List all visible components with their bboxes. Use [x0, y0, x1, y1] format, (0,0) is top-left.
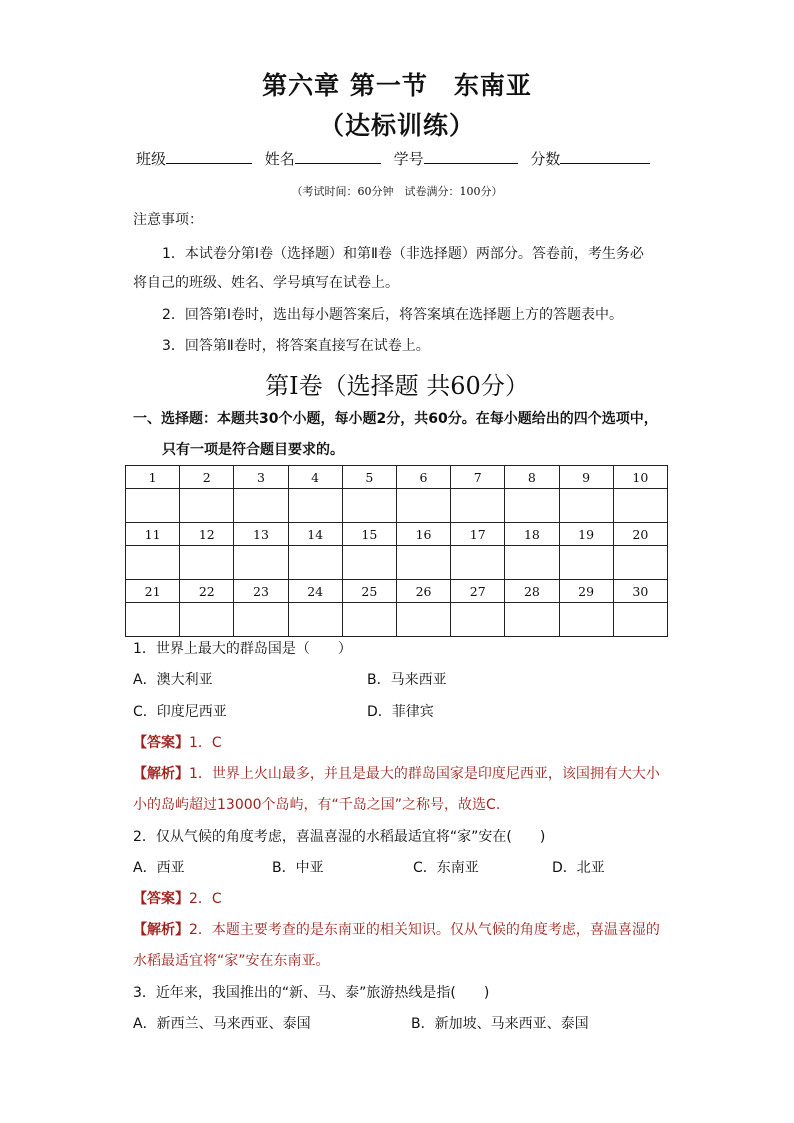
question-number-cell: 6 — [396, 466, 450, 489]
question-number-cell: 24 — [288, 580, 342, 603]
question-number-cell: 7 — [451, 466, 505, 489]
question-2-analysis-line-2: 水稻最适宜将“家”安在东南亚。 — [133, 953, 330, 969]
answer-table-answer-row — [126, 603, 668, 637]
class-label: 班级 — [136, 150, 167, 168]
question-2-option-c: C．东南亚 — [413, 860, 479, 876]
question-2-option-b: B．中亚 — [272, 860, 324, 876]
answer-cell[interactable] — [342, 603, 396, 637]
answer-cell[interactable] — [451, 603, 505, 637]
section-instruction-line-1: 一、选择题：本题共30个小题，每小题2分，共60分。在每小题给出的四个选项中， — [133, 411, 658, 427]
question-number-cell: 28 — [505, 580, 559, 603]
answer-cell[interactable] — [559, 603, 613, 637]
question-number-cell: 16 — [396, 523, 450, 546]
answer-cell[interactable] — [288, 603, 342, 637]
answer-cell[interactable] — [505, 489, 559, 523]
question-number-cell: 15 — [342, 523, 396, 546]
question-2-analysis-line-1 — [133, 920, 660, 940]
question-number-cell: 9 — [559, 466, 613, 489]
question-2-stem: 2．仅从气候的角度考虑，喜温喜湿的水稻最适宜将“家”安在( ) — [133, 829, 546, 845]
question-number-cell: 20 — [613, 523, 667, 546]
question-number-cell: 10 — [613, 466, 667, 489]
answer-table-number-row — [126, 580, 668, 603]
question-number-cell: 23 — [234, 580, 288, 603]
question-number-cell: 19 — [559, 523, 613, 546]
answer-cell[interactable] — [234, 489, 288, 523]
answer-cell[interactable] — [505, 546, 559, 580]
score-label: 分数 — [530, 150, 561, 168]
question-number-cell: 5 — [342, 466, 396, 489]
question-number-cell: 26 — [396, 580, 450, 603]
answer-cell[interactable] — [451, 489, 505, 523]
question-number-cell: 21 — [126, 580, 180, 603]
question-number-cell: 4 — [288, 466, 342, 489]
answer-cell[interactable] — [613, 489, 667, 523]
question-2-option-a: A．西亚 — [133, 860, 185, 876]
answer-cell[interactable] — [396, 546, 450, 580]
answer-cell[interactable] — [342, 546, 396, 580]
answer-cell[interactable] — [126, 546, 180, 580]
class-blank[interactable] — [166, 149, 252, 164]
student-info-fields — [136, 148, 658, 169]
answer-table-number-row — [126, 466, 668, 489]
question-number-cell: 27 — [451, 580, 505, 603]
note-item-1-line-1: 1．本试卷分第Ⅰ卷（选择题）和第Ⅱ卷（非选择题）两部分。答卷前，考生务必 — [162, 246, 644, 262]
question-number-cell: 11 — [126, 523, 180, 546]
answer-cell[interactable] — [613, 546, 667, 580]
question-number-cell: 18 — [505, 523, 559, 546]
student-id-label: 学号 — [393, 150, 424, 168]
document-subtitle: （达标训练） — [318, 111, 475, 140]
question-number-cell: 12 — [180, 523, 234, 546]
answer-tag: 【答案】 — [133, 735, 189, 751]
section-title: 第Ⅰ卷（选择题 共60分） — [265, 372, 529, 400]
question-1-answer — [133, 733, 222, 753]
question-2-answer — [133, 889, 222, 909]
analysis-text: 2．本题主要考查的是东南亚的相关知识。仅从气候的角度考虑，喜温喜湿的 — [189, 922, 660, 938]
question-number-cell: 2 — [180, 466, 234, 489]
student-id-blank[interactable] — [424, 149, 518, 164]
answer-cell[interactable] — [396, 603, 450, 637]
question-1-option-b: B．马来西亚 — [367, 672, 447, 688]
answer-cell[interactable] — [451, 546, 505, 580]
question-1-analysis-line-1 — [133, 764, 660, 784]
answer-cell[interactable] — [234, 603, 288, 637]
answer-cell[interactable] — [505, 603, 559, 637]
question-3-option-b: B．新加坡、马来西亚、泰国 — [411, 1016, 589, 1032]
note-item-2: 2．回答第Ⅰ卷时，选出每小题答案后，将答案填在选择题上方的答题表中。 — [162, 307, 624, 323]
note-item-1-line-2: 将自己的班级、姓名、学号填写在试卷上。 — [133, 275, 399, 291]
question-number-cell: 29 — [559, 580, 613, 603]
question-number-cell: 30 — [613, 580, 667, 603]
answer-value: 2．C — [189, 891, 222, 907]
section-instruction-line-2: 只有一项是符合题目要求的。 — [162, 442, 344, 458]
answer-cell[interactable] — [342, 489, 396, 523]
answer-table — [125, 465, 668, 637]
answer-cell[interactable] — [613, 603, 667, 637]
question-1-option-a: A．澳大利亚 — [133, 672, 213, 688]
question-1-option-c: C．印度尼西亚 — [133, 704, 227, 720]
question-number-cell: 8 — [505, 466, 559, 489]
name-blank[interactable] — [295, 149, 381, 164]
question-number-cell: 14 — [288, 523, 342, 546]
note-item-3: 3．回答第Ⅱ卷时，将答案直接写在试卷上。 — [162, 338, 430, 354]
notes-heading: 注意事项： — [133, 212, 203, 228]
analysis-tag: 【解析】 — [133, 766, 189, 782]
question-1-option-d: D．菲律宾 — [367, 704, 434, 720]
question-3-option-a: A．新西兰、马来西亚、泰国 — [133, 1016, 311, 1032]
answer-cell[interactable] — [180, 603, 234, 637]
question-1-analysis-line-2: 小的岛屿超过13000个岛屿，有“千岛之国”之称号，故选C. — [133, 797, 501, 813]
analysis-text: 1．世界上火山最多，并且是最大的群岛国家是印度尼西亚，该国拥有大大小 — [189, 766, 660, 782]
answer-cell[interactable] — [126, 489, 180, 523]
answer-table-number-row — [126, 523, 668, 546]
answer-cell[interactable] — [396, 489, 450, 523]
document-title: 第六章 第一节 东南亚 — [262, 71, 532, 100]
question-number-cell: 17 — [451, 523, 505, 546]
answer-cell[interactable] — [288, 489, 342, 523]
answer-table-answer-row — [126, 489, 668, 523]
answer-cell[interactable] — [288, 546, 342, 580]
question-number-cell: 1 — [126, 466, 180, 489]
question-number-cell: 22 — [180, 580, 234, 603]
answer-cell[interactable] — [234, 546, 288, 580]
answer-cell[interactable] — [126, 603, 180, 637]
analysis-tag: 【解析】 — [133, 922, 189, 938]
answer-cell[interactable] — [559, 546, 613, 580]
exam-info: （考试时间：60分钟 试卷满分：100分） — [291, 185, 503, 198]
question-number-cell: 13 — [234, 523, 288, 546]
answer-cell[interactable] — [180, 546, 234, 580]
score-blank[interactable] — [560, 149, 650, 164]
question-3-stem: 3．近年来，我国推出的“新、马、泰”旅游热线是指( ) — [133, 985, 490, 1001]
question-number-cell: 25 — [342, 580, 396, 603]
name-label: 姓名 — [264, 150, 295, 168]
question-1-stem: 1．世界上最大的群岛国是（ ） — [133, 641, 352, 657]
answer-tag: 【答案】 — [133, 891, 189, 907]
answer-table-answer-row — [126, 546, 668, 580]
answer-value: 1．C — [189, 735, 222, 751]
question-2-option-d: D．北亚 — [552, 860, 605, 876]
question-number-cell: 3 — [234, 466, 288, 489]
answer-cell[interactable] — [559, 489, 613, 523]
answer-cell[interactable] — [180, 489, 234, 523]
